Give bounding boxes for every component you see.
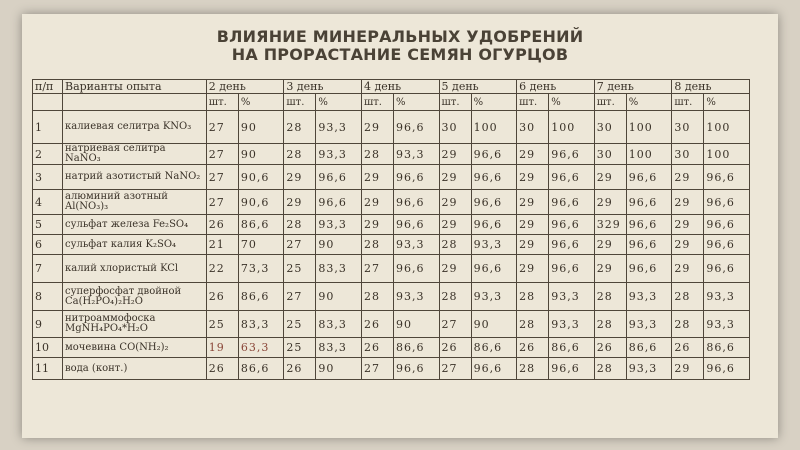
cell-percent: 93,3 [394, 235, 440, 255]
cell-percent: 93,3 [704, 311, 750, 338]
cell-percent: 96,6 [626, 165, 672, 190]
cell-count: 25 [284, 311, 316, 338]
cell-percent: 93,3 [394, 144, 440, 165]
unit-count-label: шт. [672, 94, 704, 111]
cell-count: 29 [439, 190, 471, 215]
cell-percent: 100 [471, 111, 517, 144]
table-row [33, 215, 750, 235]
cell-percent: 90 [394, 311, 440, 338]
row-number: 8 [33, 283, 63, 311]
cell-count: 28 [594, 283, 626, 311]
row-number: 10 [33, 338, 63, 358]
row-variant: суперфосфат двойной Ca(H₂PO₄)₂H₂O [62, 283, 206, 311]
row-number: 11 [33, 358, 63, 380]
cell-count: 28 [284, 144, 316, 165]
cell-count: 25 [284, 255, 316, 283]
table-row [33, 190, 750, 215]
cell-count: 30 [594, 111, 626, 144]
cell-count: 27 [206, 144, 238, 165]
cell-count: 29 [672, 255, 704, 283]
cell-count: 28 [439, 235, 471, 255]
cell-percent: 83,3 [316, 338, 362, 358]
cell-percent: 96,6 [549, 255, 595, 283]
unit-row [33, 94, 750, 111]
cell-percent: 90 [238, 111, 284, 144]
cell-percent: 96,6 [471, 215, 517, 235]
header-day-6: 6 день [517, 80, 595, 94]
cell-count: 27 [361, 358, 393, 380]
cell-count: 30 [672, 111, 704, 144]
table-row [33, 283, 750, 311]
cell-percent: 86,6 [238, 358, 284, 380]
cell-count: 28 [517, 311, 549, 338]
cell-count: 29 [284, 190, 316, 215]
cell-count: 29 [517, 255, 549, 283]
cell-percent: 93,3 [626, 283, 672, 311]
row-variant: вода (конт.) [62, 358, 206, 380]
cell-count: 29 [594, 255, 626, 283]
cell-count: 28 [672, 311, 704, 338]
cell-count: 26 [206, 215, 238, 235]
cell-count: 27 [206, 190, 238, 215]
slide [22, 14, 778, 438]
row-number: 7 [33, 255, 63, 283]
unit-percent-label: % [704, 94, 750, 111]
cell-percent: 90,6 [238, 165, 284, 190]
row-variant: мочевина CO(NH₂)₂ [62, 338, 206, 358]
cell-count: 29 [672, 235, 704, 255]
cell-percent: 93,3 [471, 235, 517, 255]
cell-count: 29 [517, 144, 549, 165]
unit-count-label: шт. [594, 94, 626, 111]
cell-percent: 96,6 [394, 165, 440, 190]
cell-count: 28 [361, 235, 393, 255]
cell-percent: 100 [549, 111, 595, 144]
header-num: п/п [33, 80, 63, 94]
title-line-1: ВЛИЯНИЕ МИНЕРАЛЬНЫХ УДОБРЕНИЙ [216, 27, 584, 46]
cell-count: 27 [439, 358, 471, 380]
cell-percent: 96,6 [549, 215, 595, 235]
cell-count: 22 [206, 255, 238, 283]
table-row [33, 255, 750, 283]
cell-count: 29 [517, 235, 549, 255]
cell-count: 29 [517, 190, 549, 215]
header-variant: Варианты опыта [62, 80, 206, 94]
cell-percent: 96,6 [704, 215, 750, 235]
cell-count: 28 [284, 111, 316, 144]
title-line-2: НА ПРОРАСТАНИЕ СЕМЯН ОГУРЦОВ [231, 45, 569, 64]
cell-percent: 86,6 [238, 283, 284, 311]
cell-count: 29 [517, 165, 549, 190]
table-row [33, 111, 750, 144]
cell-percent: 83,3 [316, 255, 362, 283]
cell-count: 19 [206, 338, 238, 358]
cell-count: 29 [517, 215, 549, 235]
cell-count: 28 [439, 283, 471, 311]
cell-percent: 86,6 [626, 338, 672, 358]
cell-percent: 96,6 [549, 165, 595, 190]
cell-percent: 86,6 [394, 338, 440, 358]
row-variant: нитроаммофоска MgNH₄PO₄*H₂O [62, 311, 206, 338]
cell-count: 27 [206, 165, 238, 190]
cell-percent: 93,3 [471, 283, 517, 311]
row-number: 4 [33, 190, 63, 215]
cell-percent: 90 [471, 311, 517, 338]
cell-percent: 96,6 [626, 235, 672, 255]
cell-count: 28 [361, 283, 393, 311]
cell-count: 27 [284, 283, 316, 311]
cell-count: 29 [672, 165, 704, 190]
cell-count: 29 [439, 144, 471, 165]
table-row [33, 358, 750, 380]
cell-percent: 96,6 [704, 190, 750, 215]
cell-percent: 100 [626, 144, 672, 165]
cell-percent: 96,6 [316, 190, 362, 215]
cell-count: 27 [439, 311, 471, 338]
cell-count: 25 [206, 311, 238, 338]
cell-percent: 90 [316, 283, 362, 311]
cell-percent: 96,6 [471, 190, 517, 215]
cell-percent: 96,6 [394, 255, 440, 283]
cell-count: 26 [284, 358, 316, 380]
cell-count: 21 [206, 235, 238, 255]
unit-percent-label: % [549, 94, 595, 111]
table-row [33, 165, 750, 190]
cell-count: 29 [672, 215, 704, 235]
cell-percent: 96,6 [626, 190, 672, 215]
cell-percent: 100 [626, 111, 672, 144]
cell-percent: 96,6 [704, 165, 750, 190]
cell-count: 29 [672, 358, 704, 380]
slide-title [22, 28, 778, 64]
cell-percent: 86,6 [238, 215, 284, 235]
header-row [33, 80, 750, 94]
cell-percent: 93,3 [549, 283, 595, 311]
cell-percent: 96,6 [626, 255, 672, 283]
cell-percent: 96,6 [549, 235, 595, 255]
cell-count: 28 [517, 358, 549, 380]
row-variant: сульфат железа Fe₂SO₄ [62, 215, 206, 235]
cell-percent: 83,3 [316, 311, 362, 338]
germination-table [32, 79, 750, 380]
cell-percent: 96,6 [316, 165, 362, 190]
table-row [33, 311, 750, 338]
cell-percent: 93,3 [316, 111, 362, 144]
cell-count: 28 [284, 215, 316, 235]
cell-percent: 96,6 [471, 165, 517, 190]
cell-percent: 96,6 [394, 111, 440, 144]
unit-percent-label: % [626, 94, 672, 111]
cell-count: 29 [594, 165, 626, 190]
cell-percent: 96,6 [704, 235, 750, 255]
cell-percent: 70 [238, 235, 284, 255]
row-number: 3 [33, 165, 63, 190]
table-row [33, 144, 750, 165]
cell-percent: 100 [704, 144, 750, 165]
cell-percent: 96,6 [549, 358, 595, 380]
cell-count: 28 [594, 311, 626, 338]
cell-percent: 96,6 [394, 358, 440, 380]
cell-count: 27 [206, 111, 238, 144]
cell-count: 29 [439, 215, 471, 235]
unit-count-label: шт. [517, 94, 549, 111]
cell-percent: 86,6 [549, 338, 595, 358]
row-variant: калий хлористый KCl [62, 255, 206, 283]
row-number: 5 [33, 215, 63, 235]
cell-count: 29 [284, 165, 316, 190]
cell-percent: 96,6 [471, 144, 517, 165]
cell-percent: 90,6 [238, 190, 284, 215]
cell-percent: 96,6 [704, 358, 750, 380]
cell-count: 29 [594, 235, 626, 255]
header-day-4: 4 день [361, 80, 439, 94]
cell-count: 28 [594, 358, 626, 380]
header-day-2: 2 день [206, 80, 284, 94]
cell-count: 28 [672, 283, 704, 311]
cell-percent: 96,6 [549, 144, 595, 165]
cell-percent: 96,6 [394, 215, 440, 235]
cell-percent: 96,6 [471, 358, 517, 380]
row-variant: натриевая селитра NaNO₃ [62, 144, 206, 165]
unit-empty [62, 94, 206, 111]
unit-percent-label: % [238, 94, 284, 111]
cell-count: 30 [594, 144, 626, 165]
cell-count: 29 [439, 165, 471, 190]
cell-percent: 100 [704, 111, 750, 144]
row-variant: калиевая селитра KNO₃ [62, 111, 206, 144]
cell-count: 27 [284, 235, 316, 255]
unit-count-label: шт. [361, 94, 393, 111]
unit-count-label: шт. [284, 94, 316, 111]
row-variant: алюминий азотный Al(NO₃)₃ [62, 190, 206, 215]
cell-count: 29 [361, 190, 393, 215]
row-number: 2 [33, 144, 63, 165]
cell-count: 30 [672, 144, 704, 165]
cell-count: 26 [672, 338, 704, 358]
cell-count: 27 [361, 255, 393, 283]
cell-count: 29 [594, 190, 626, 215]
cell-count: 28 [517, 283, 549, 311]
header-day-3: 3 день [284, 80, 362, 94]
unit-percent-label: % [471, 94, 517, 111]
cell-percent: 93,3 [316, 215, 362, 235]
unit-empty [33, 94, 63, 111]
cell-count: 28 [361, 144, 393, 165]
cell-percent: 90 [316, 235, 362, 255]
cell-percent: 83,3 [238, 311, 284, 338]
unit-percent-label: % [316, 94, 362, 111]
row-number: 9 [33, 311, 63, 338]
cell-percent: 90 [316, 358, 362, 380]
cell-percent: 96,6 [626, 215, 672, 235]
cell-count: 329 [594, 215, 626, 235]
header-day-5: 5 день [439, 80, 517, 94]
header-day-8: 8 день [672, 80, 750, 94]
table-row [33, 338, 750, 358]
cell-count: 30 [439, 111, 471, 144]
cell-count: 30 [517, 111, 549, 144]
cell-count: 26 [594, 338, 626, 358]
table-row [33, 235, 750, 255]
unit-count-label: шт. [206, 94, 238, 111]
cell-percent: 93,3 [394, 283, 440, 311]
row-number: 6 [33, 235, 63, 255]
cell-count: 29 [361, 165, 393, 190]
cell-percent: 96,6 [471, 255, 517, 283]
cell-count: 29 [439, 255, 471, 283]
cell-count: 29 [672, 190, 704, 215]
cell-percent: 90 [238, 144, 284, 165]
cell-count: 29 [361, 215, 393, 235]
cell-count: 26 [361, 338, 393, 358]
cell-count: 26 [206, 358, 238, 380]
cell-percent: 96,6 [549, 190, 595, 215]
cell-percent: 93,3 [316, 144, 362, 165]
row-variant: сульфат калия K₂SO₄ [62, 235, 206, 255]
cell-count: 26 [517, 338, 549, 358]
unit-percent-label: % [394, 94, 440, 111]
cell-percent: 73,3 [238, 255, 284, 283]
header-day-7: 7 день [594, 80, 672, 94]
cell-percent: 96,6 [394, 190, 440, 215]
cell-percent: 63,3 [238, 338, 284, 358]
cell-count: 26 [206, 283, 238, 311]
cell-percent: 86,6 [471, 338, 517, 358]
cell-count: 25 [284, 338, 316, 358]
cell-percent: 86,6 [704, 338, 750, 358]
cell-count: 26 [439, 338, 471, 358]
cell-percent: 96,6 [704, 255, 750, 283]
cell-percent: 93,3 [626, 358, 672, 380]
row-number: 1 [33, 111, 63, 144]
cell-percent: 93,3 [549, 311, 595, 338]
cell-count: 26 [361, 311, 393, 338]
cell-percent: 93,3 [626, 311, 672, 338]
cell-count: 29 [361, 111, 393, 144]
cell-percent: 93,3 [704, 283, 750, 311]
unit-count-label: шт. [439, 94, 471, 111]
row-variant: натрий азотистый NaNO₂ [62, 165, 206, 190]
